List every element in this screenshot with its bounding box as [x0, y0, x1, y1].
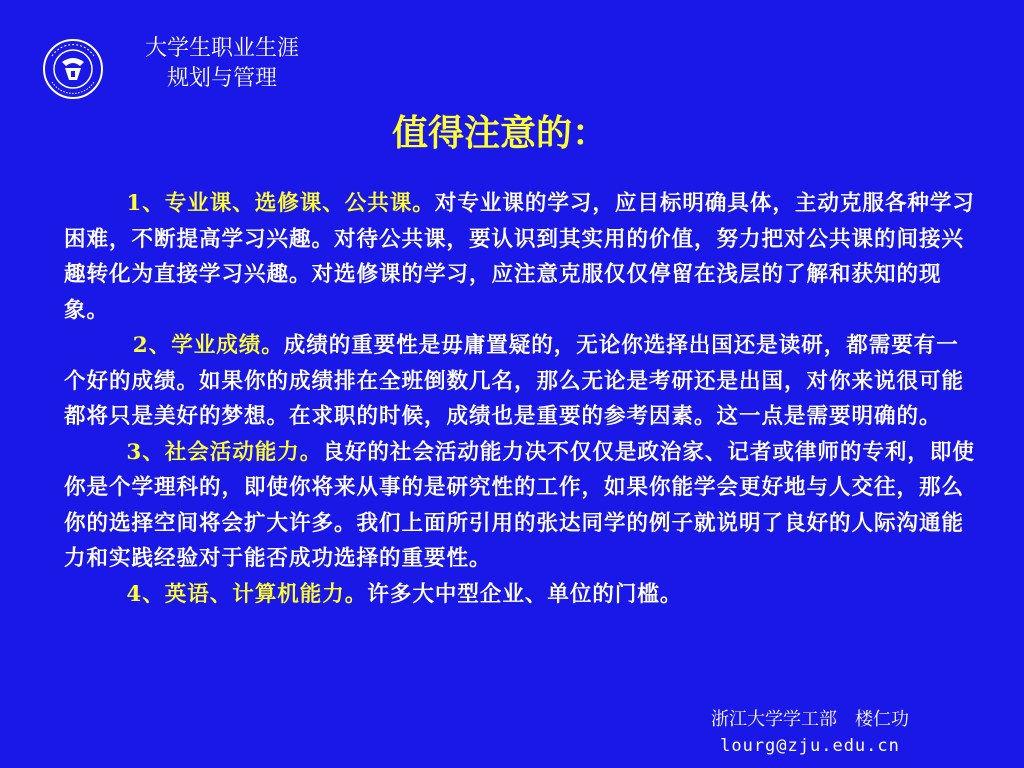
course-title-line1: 大学生职业生涯: [144, 36, 299, 61]
paragraph-2: [64, 328, 980, 435]
footer-author: 浙江大学学工部 楼仁功: [711, 709, 909, 730]
course-title-line2: 规划与管理: [166, 66, 277, 91]
paragraph-2-text: 成绩的重要性是毋庸置疑的，无论你选择出国还是读研，都需要有一个好的成绩。如果你的成绩排在全班倒数几名，那么无论是考研还是出国，对你来说很可能都将只是美好的梦想。在求职的时候，成绩也是重要的参考因素。这一点是需要明确的。: [64, 333, 965, 429]
paragraph-4-text: 许多大中型企业、单位的门槛。: [367, 581, 683, 607]
paragraph-3-heading: 3、社会活动能力。: [126, 439, 323, 465]
footer: [680, 706, 940, 760]
paragraph-1-text: 对专业课的学习，应目标明确具体，主动克服各种学习困难，不断提高学习兴趣。对待公共课，要认识到其实用的价值，努力把对公共课的间接兴趣转化为直接学习兴趣。对选修课的学习，应注意克服仅仅停留在浅层的了解和获知的现象。: [64, 191, 975, 323]
paragraph-1: [64, 186, 980, 328]
paragraph-4-heading: 4、英语、计算机能力。: [126, 581, 368, 607]
footer-email: lourg@zju.edu.cn: [720, 736, 900, 756]
paragraph-4: [64, 577, 980, 613]
slide-body: [64, 186, 980, 612]
paragraph-2-heading: 2、学业成绩。: [132, 333, 284, 358]
paragraph-3-text: 良好的社会活动能力决不仅仅是政治家、记者或律师的专利，即使你是个学理科的，即使你将来从事的是研究性的工作，如果你能学会更好地与人交往，那么你的选择空间将会扩大许多。我们上面所引用的张达同学的例子就说明了良好的人际沟通能力和实践经验对于能否成功选择的重要性。: [64, 439, 975, 571]
university-logo: [42, 38, 104, 100]
slide-title: 值得注意的：: [391, 113, 608, 154]
course-title: [112, 34, 332, 94]
paragraph-1-heading: 1、专业课、选修课、公共课。: [126, 191, 435, 216]
paragraph-3: [64, 435, 980, 577]
